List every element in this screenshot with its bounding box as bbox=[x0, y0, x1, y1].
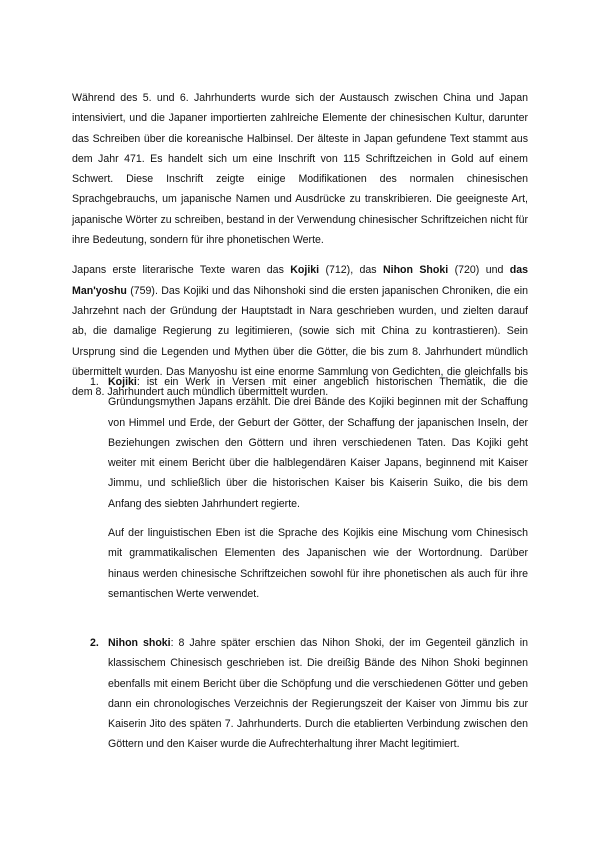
paragraph-text: Japans erste literarische Texte waren das bbox=[72, 264, 291, 277]
list-term: Nihon shoki bbox=[108, 637, 171, 649]
list-term: Kojiki bbox=[108, 376, 137, 388]
term-nihon-shoki: Nihon Shoki bbox=[382, 264, 449, 277]
list-item-subparagraph: Auf der linguistischen Eben ist die Sprache des Kojikis eine Mischung vom Chinesisch mit grammatikalischen Elementen des Japanischen wie der Wortordnung. Darüber hinaus werden chinesische Schriftzeichen sowohl für ihre phonetischen als auch für ihre semantischen Werte verwendet. bbox=[108, 527, 528, 600]
numbered-list bbox=[90, 372, 528, 604]
list-number: 2. bbox=[90, 637, 99, 649]
paragraph-text: (720) und bbox=[448, 264, 510, 277]
document-body bbox=[72, 88, 528, 402]
list-item-nihon-shoki bbox=[90, 633, 529, 755]
list-number: 1. bbox=[90, 376, 99, 388]
list-item-kojiki bbox=[90, 372, 528, 604]
term-kojiki: Kojiki bbox=[290, 264, 320, 277]
list-item-text: : 8 Jahre später erschien das Nihon Shoki, der im Gegenteil gänzlich in klassischem Chinesisch geschrieben ist. Die dreißig Bände des Nihon Shoki beginnen ebenfalls mit einem Bericht über die Schöpfung und die verschiedenen Götter und geben dann ein chronologisches Verzeichnis der Regierungszeit der Kaiser von Jimmu bis zur Kaiserin Jito des späten 7. Jahrhunderts. Durch die etablierten Verbindung zwischen den Göttern und den Kaiser wurde die Aufrechterhaltung ihrer Macht legitimiert. bbox=[108, 637, 529, 751]
numbered-list-continued bbox=[90, 633, 529, 755]
paragraph-text: (712), das bbox=[319, 264, 383, 277]
list-item-text: : ist ein Werk in Versen mit einer angeblich historischen Thematik, die die Gründungsmythen Japans erzählt. Die drei Bände des Kojiki beginnen mit der Schaffung von Himmel und Erde, der Geburt der Götter, der Schaffung der japanischen Inseln, der Beziehungen zwischen den Göttern und ihren verschiedenen Taten. Das Kojiki geht weiter mit einem Bericht über die halblegendären Kaiser Japans, beginnend mit Kaiser Jimmu, und schließlich über die historischen Kaiser bis Kaiserin Suiko, die bis dem Anfang des siebten Jahrhundert regierte. bbox=[108, 376, 528, 510]
term-manyoshu: das Man'yoshu bbox=[72, 264, 529, 297]
paragraph-intro: Während des 5. und 6. Jahrhunderts wurde sich der Austausch zwischen China und Japan intensiviert, und die Japaner importierten zahlreiche Elemente der chinesischen Kultur, darunter das Schreiben über die koreanische Halbinsel. Der älteste in Japan gefundene Text stammt aus dem Jahr 471. Es handelt sich um eine Inschrift von 115 Schriftzeichen in Gold auf einem Schwert. Diese Inschrift zeigte einige Modifikationen des normalen chinesischen Sprachgebrauchs, um japanische Namen und Ausdrücke zu transkribieren. Die geeigneste Art, japanische Wörter zu schreiben, bestand in der Verwendung chinesischer Schriftzeichen nicht für ihre Bedeutung, sondern für ihre phonetischen Werte. bbox=[72, 92, 528, 247]
paragraph-text: (759). Das Kojiki und das Nihonshoki sind die ersten japanischen Chroniken, die ein Jahrzehnt nach der Gründung der Hauptstadt in Nara geschrieben wurden, und zielten darauf ab, die damalige Regierung zu legitimieren, (sowie sich mit China zu kontrastieren). Sein Ursprung sind die Legenden und Mythen über die Götter, die bis zum 8. Jahrhundert mündlich übermittelt wurden. Das Manyoshu ist eine enorme Sammlung von Gedichten, die gleichfalls bis dem 8. Jahrhundert auch mündlich übermittelt wurden. bbox=[72, 284, 528, 399]
